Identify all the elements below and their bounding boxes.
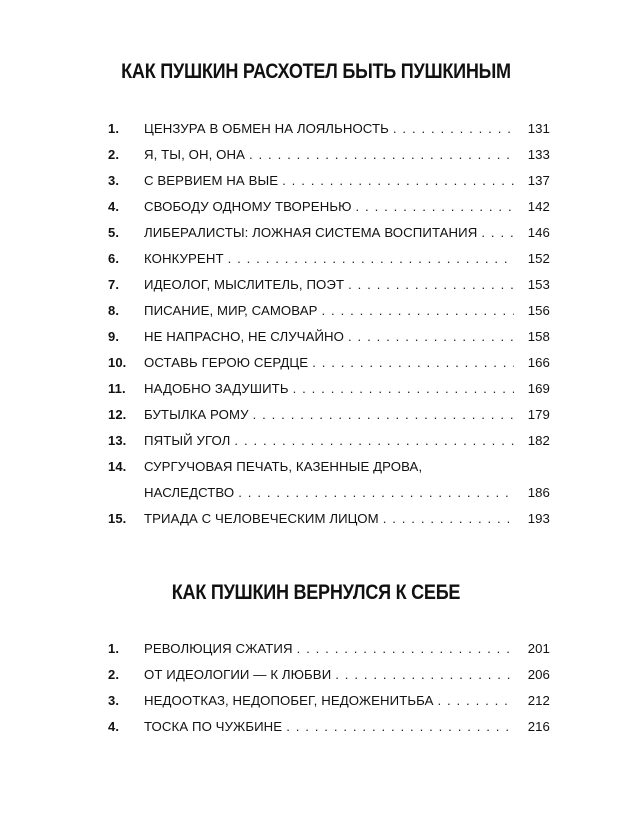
- leader-dots: [293, 381, 514, 396]
- entry-number: 6.: [108, 250, 120, 266]
- entry-title: НЕ НАПРАСНО, НЕ СЛУЧАЙНО: [144, 328, 345, 344]
- toc-entry[interactable]: [108, 635, 550, 661]
- entry-title: ОТ ИДЕОЛОГИИ — К ЛЮБВИ: [144, 666, 332, 682]
- toc-entry[interactable]: [108, 219, 550, 245]
- entry-page: 153: [527, 276, 550, 292]
- entry-number: 11.: [108, 380, 126, 396]
- leader-dots: [234, 433, 514, 448]
- entry-title: С ВЕРВИЕМ НА ВЫЕ: [144, 172, 279, 188]
- entry-title-continued: НАСЛЕДСТВО: [144, 484, 235, 500]
- leader-dots: [297, 641, 514, 656]
- leader-dots: [253, 407, 514, 422]
- entry-title: НЕДООТКАЗ, НЕДОПОБЕГ, НЕДОЖЕНИТЬБА: [144, 692, 434, 708]
- section-title: КАК ПУШКИН РАСХОТЕЛ БЫТЬ ПУШКИНЫМ: [121, 60, 511, 83]
- toc-entry[interactable]: [108, 687, 550, 713]
- toc-entry[interactable]: [108, 427, 550, 453]
- entry-page: 193: [527, 510, 550, 526]
- toc-entry[interactable]: [108, 271, 550, 297]
- entry-number: 3.: [108, 172, 120, 188]
- entry-number: 4.: [108, 718, 120, 734]
- entry-page: 133: [527, 146, 550, 162]
- leader-dots: [437, 693, 514, 708]
- entry-number: 12.: [108, 406, 127, 422]
- entry-number: 9.: [108, 328, 120, 344]
- toc-entry[interactable]: [108, 349, 550, 375]
- entry-number: 7.: [108, 276, 120, 292]
- entry-page: 206: [527, 666, 550, 682]
- leader-dots: [286, 719, 514, 734]
- entry-number: 13.: [108, 432, 127, 448]
- toc-entry[interactable]: [108, 453, 550, 505]
- leader-dots: [249, 147, 514, 162]
- toc-entry[interactable]: [108, 323, 550, 349]
- entry-number: 8.: [108, 302, 120, 318]
- leader-dots: [393, 121, 514, 136]
- toc-entry[interactable]: [108, 245, 550, 271]
- toc-list-section-2: [108, 635, 550, 739]
- entry-page: 131: [527, 120, 550, 136]
- entry-page: 201: [527, 640, 550, 656]
- entry-title: НАДОБНО ЗАДУШИТЬ: [144, 380, 289, 396]
- entry-title: ЦЕНЗУРА В ОБМЕН НА ЛОЯЛЬНОСТЬ: [144, 120, 389, 136]
- toc-entry[interactable]: [108, 661, 550, 687]
- leader-dots: [312, 355, 514, 370]
- entry-number: 5.: [108, 224, 120, 240]
- entry-page: 137: [527, 172, 550, 188]
- toc-entry[interactable]: [108, 193, 550, 219]
- entry-number: 4.: [108, 198, 120, 214]
- entry-title: ПИСАНИЕ, МИР, САМОВАР: [144, 302, 318, 318]
- toc-entry[interactable]: [108, 141, 550, 167]
- entry-title: ЛИБЕРАЛИСТЫ: ЛОЖНАЯ СИСТЕМА ВОСПИТАНИЯ: [144, 224, 478, 240]
- toc-entry[interactable]: [108, 401, 550, 427]
- entry-page: 158: [527, 328, 550, 344]
- entry-number: 2.: [108, 666, 120, 682]
- entry-page: 156: [527, 302, 550, 318]
- entry-page: 169: [527, 380, 550, 396]
- entry-title: ПЯТЫЙ УГОЛ: [144, 432, 231, 448]
- entry-number: 3.: [108, 692, 120, 708]
- leader-dots: [335, 667, 514, 682]
- entry-number: 1.: [108, 120, 120, 136]
- entry-number: 2.: [108, 146, 120, 162]
- entry-page: 146: [527, 224, 550, 240]
- entry-title: РЕВОЛЮЦИЯ СЖАТИЯ: [144, 640, 293, 656]
- toc-entry[interactable]: [108, 167, 550, 193]
- entry-number: 10.: [108, 354, 127, 370]
- entry-number: 15.: [108, 510, 127, 526]
- leader-dots: [356, 199, 514, 214]
- entry-title: ИДЕОЛОГ, МЫСЛИТЕЛЬ, ПОЭТ: [144, 276, 345, 292]
- entry-title: ТРИАДА С ЧЕЛОВЕЧЕСКИМ ЛИЦОМ: [144, 510, 379, 526]
- leader-dots: [238, 485, 514, 500]
- toc-entry[interactable]: [108, 505, 550, 531]
- entry-page: 186: [527, 484, 550, 500]
- entry-title: ТОСКА ПО ЧУЖБИНЕ: [144, 718, 283, 734]
- leader-dots: [322, 303, 514, 318]
- entry-number: 1.: [108, 640, 120, 656]
- entry-page: 142: [527, 198, 550, 214]
- leader-dots: [383, 511, 514, 526]
- toc-entry[interactable]: [108, 713, 550, 739]
- entry-page: 166: [527, 354, 550, 370]
- entry-title: БУТЫЛКА РОМУ: [144, 406, 249, 422]
- leader-dots: [228, 251, 514, 266]
- entry-number: 14.: [108, 458, 127, 474]
- toc-entry[interactable]: [108, 297, 550, 323]
- entry-title: КОНКУРЕНТ: [144, 250, 224, 266]
- entry-page: 216: [527, 718, 550, 734]
- entry-page: 212: [527, 692, 550, 708]
- toc-list-section-1: [108, 115, 550, 531]
- entry-title: СВОБОДУ ОДНОМУ ТВОРЕНЬЮ: [144, 198, 352, 214]
- entry-title: СУРГУЧОВАЯ ПЕЧАТЬ, КАЗЕННЫЕ ДРОВА,: [144, 458, 423, 474]
- entry-title: Я, ТЫ, ОН, ОНА: [144, 146, 245, 162]
- toc-entry[interactable]: [108, 115, 550, 141]
- leader-dots: [348, 277, 514, 292]
- entry-page: 152: [527, 250, 550, 266]
- leader-dots: [481, 225, 514, 240]
- entry-title: ОСТАВЬ ГЕРОЮ СЕРДЦЕ: [144, 354, 309, 370]
- leader-dots: [348, 329, 514, 344]
- entry-page: 179: [527, 406, 550, 422]
- leader-dots: [282, 173, 514, 188]
- entry-page: 182: [527, 432, 550, 448]
- toc-entry[interactable]: [108, 375, 550, 401]
- section-title: КАК ПУШКИН ВЕРНУЛСЯ К СЕБЕ: [171, 581, 461, 604]
